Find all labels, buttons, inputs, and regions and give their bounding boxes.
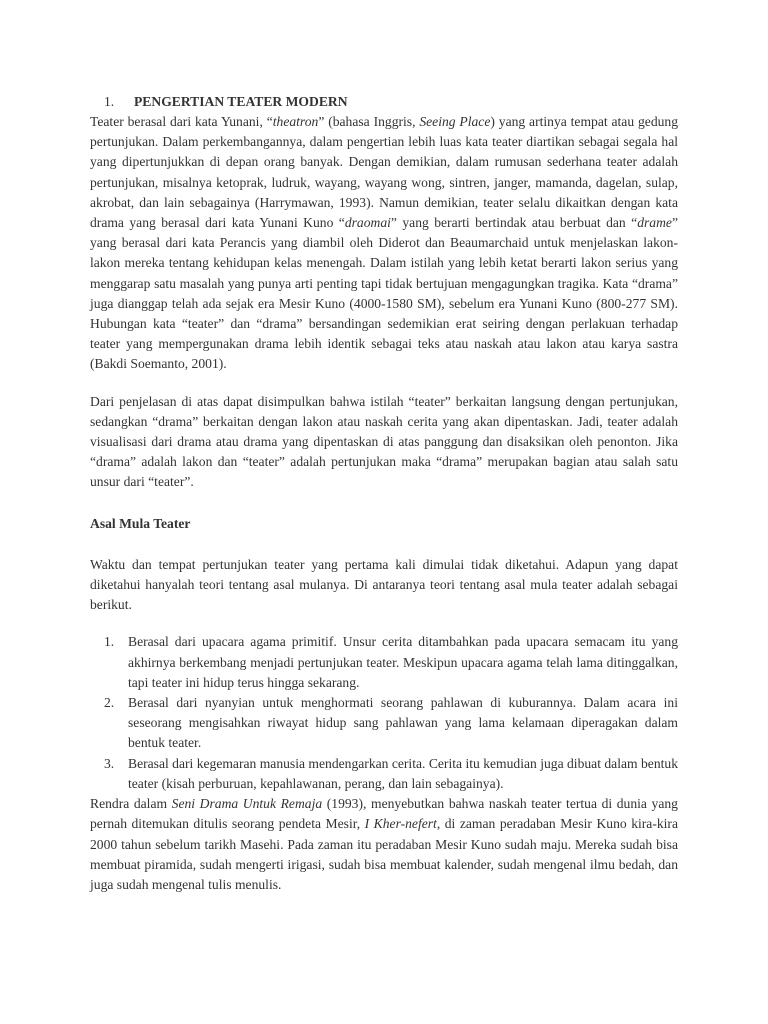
term-draomai: draomai: [344, 215, 391, 231]
list-item: [90, 632, 678, 693]
list-number: 3.: [104, 755, 115, 771]
section-heading: [90, 92, 678, 112]
text-run: (1993), menyebutkan bahwa naskah teater tertua di dunia yang pernah ditemukan ditulis seorang pendeta Mesir,: [90, 796, 678, 832]
list-text: Berasal dari nyanyian untuk menghormati seorang pahlawan di kuburannya. Dalam acara ini seseorang mengisahkan riwayat hidup sang pahlawan yang lama kelamaan diperagakan dalam bentuk teater.: [128, 695, 678, 751]
list-text: Berasal dari kegemaran manusia mendengarkan cerita. Cerita itu kemudian juga dibuat dalam bentuk teater (kisah perburuan, kepahlawanan, perang, dan lain sebagainya).: [128, 755, 678, 791]
text-run: ) yang artinya tempat atau gedung pertunjukan. Dalam perkembangannya, dalam pengertian lebih luas kata teater diartikan sebagai segala hal yang dipertunjukkan di depan orang banyak. Dengan demikian, dalam rumusan sederhana teater adalah pertunjukan, misalnya ketoprak, ludruk, wayang, wayang wong, sintren, janger, mamanda, dagelan, sulap, akrobat, dan lain sebagainya (Harrymawan, 1993). Namun demikian, teater selalu dikaitkan dengan kata drama yang berasal dari kata Yunani Kuno “: [90, 114, 679, 231]
book-title: Seni Drama Untuk Remaja: [171, 796, 323, 812]
text-run: ” (bahasa Inggris,: [318, 114, 420, 129]
subsection-title: Asal Mula Teater: [90, 515, 191, 531]
text-run: Teater berasal dari kata Yunani, “: [90, 114, 273, 129]
term-drame: drame: [637, 215, 672, 231]
paragraph-rendra: [90, 794, 678, 895]
origin-theory-list: [90, 632, 678, 794]
text-run: , di zaman peradaban Mesir Kuno kira-kira 2000 tahun sebelum tarikh Masehi. Pada zaman itu peradaban Mesir Kuno sudah maju. Mereka sudah bisa membuat piramida, sudah mengerti irigasi, sudah bisa membuat kalender, sudah mengenal ilmu bedah, dan juga sudah mengenal tulis menulis.: [90, 816, 678, 892]
paragraph-conclusion: Dari penjelasan di atas dapat disimpulkan bahwa istilah “teater” berkaitan langsung dengan pertunjukan, sedangkan “drama” berkaitan dengan lakon atau naskah cerita yang akan dipentaskan. Jadi, teater adalah visualisasi dari drama atau drama yang dipentaskan di atas panggung dan disaksikan oleh penonton. Jika “drama” adalah lakon dan “teater” adalah pertunjukan maka “drama” merupakan bagian atau salah satu unsur dari “teater”.: [90, 393, 678, 490]
paragraph-definition: [90, 112, 678, 375]
term-theatron: theatron: [272, 114, 319, 129]
text-run: ” yang berarti bertindak atau berbuat dan “: [390, 215, 638, 231]
list-number: 1.: [104, 634, 115, 650]
author-name: I Kher-nefert: [364, 816, 437, 832]
list-text: Berasal dari upacara agama primitif. Unsur cerita ditambahkan pada upacara semacam itu yang akhirnya berkembang menjadi pertunjukan teater. Meskipun upacara agama telah lama ditinggalkan, tapi teater ini hidup terus hingga sekarang.: [128, 634, 678, 690]
text-run: Rendra dalam: [90, 796, 172, 812]
list-item: [90, 693, 678, 754]
term-seeing-place: Seeing Place: [419, 114, 491, 129]
list-item: [90, 754, 678, 794]
list-number: 2.: [104, 695, 115, 711]
section-number: 1.: [104, 94, 115, 109]
paragraph-intro: Waktu dan tempat pertunjukan teater yang pertama kali dimulai tidak diketahui. Adapun yang dapat diketahui hanyalah teori tentang asal mulanya. Di antaranya teori tentang asal mula teater adalah sebagai berikut.: [90, 556, 678, 613]
section-title: PENGERTIAN TEATER MODERN: [134, 94, 348, 109]
text-run: ” yang berasal dari kata Perancis yang diambil oleh Diderot dan Beaumarchaid untuk menjelaskan lakon-lakon mereka tentang kehidupan kelas menengah. Dalam istilah yang lebih ketat berarti lakon serius yang menggarap satu masalah yang punya arti penting tapi tidak bertujuan mengagungkan tragika. Kata “drama” juga dianggap telah ada sejak era Mesir Kuno (4000-1580 SM), sebelum era Yunani Kuno (800-277 SM). Hubungan kata “teater” dan “drama” bersandingan sedemikian erat seiring dengan perlakuan terhadap teater yang mempergunakan drama lebih identik sebagai teks atau naskah atau lakon atau karya sastra (Bakdi Soemanto, 2001).: [90, 215, 678, 372]
